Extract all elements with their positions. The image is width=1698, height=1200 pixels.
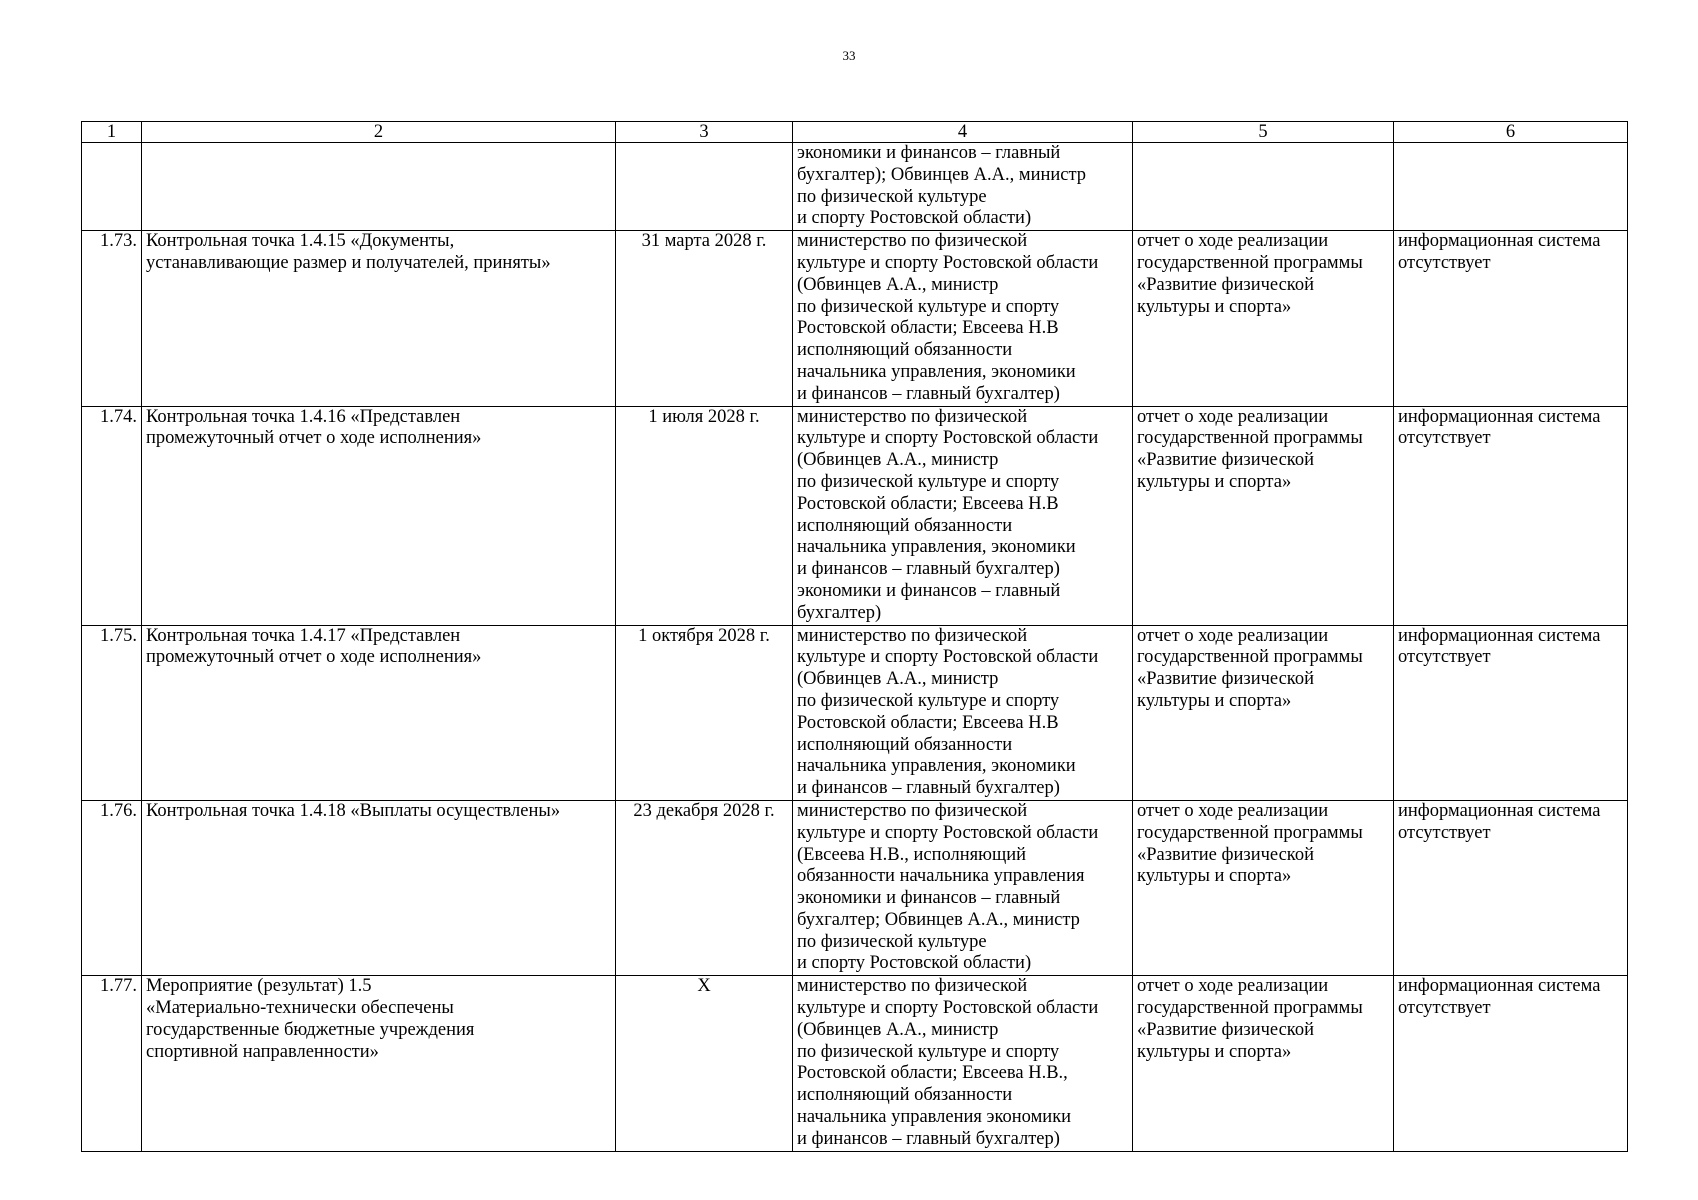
table-row [82,231,1628,406]
column-header: 3 [616,122,793,143]
row-number-cell: 1.75. [82,625,142,800]
responsible-cell: министерство по физической культуре и спорту Ростовской области (Обвинцев А.А., министр по физической культуре и спорту Ростовской области; Евсеева Н.В исполняющий обязанности начальника управления, экономики и финансов – главный бухгалтер) [793,625,1133,800]
title-cell: Мероприятие (результат) 1.5 «Материально-технически обеспечены государственные бюджетные учреждения спортивной направленности» [142,976,616,1151]
system-cell: информационная система отсутствует [1394,231,1628,406]
title-cell: Контрольная точка 1.4.16 «Представлен промежуточный отчет о ходе исполнения» [142,406,616,625]
date-cell: 31 марта 2028 г. [616,231,793,406]
title-cell [142,143,616,231]
row-number-cell [82,143,142,231]
page-number: 33 [842,48,856,63]
column-number-row [82,122,1628,143]
column-header: 6 [1394,122,1628,143]
row-number-cell: 1.73. [82,231,142,406]
document-cell: отчет о ходе реализации государственной программы «Развитие физической культуры и спорта» [1133,231,1394,406]
system-cell: информационная система отсутствует [1394,406,1628,625]
date-cell: 1 июля 2028 г. [616,406,793,625]
document-cell [1133,143,1394,231]
table-row [82,406,1628,625]
title-cell: Контрольная точка 1.4.15 «Документы, устанавливающие размер и получателей, приняты» [142,231,616,406]
system-cell [1394,143,1628,231]
date-cell: 23 декабря 2028 г. [616,800,793,975]
title-cell: Контрольная точка 1.4.18 «Выплаты осуществлены» [142,800,616,975]
document-cell: отчет о ходе реализации государственной программы «Развитие физической культуры и спорта» [1133,406,1394,625]
row-number-cell: 1.76. [82,800,142,975]
responsible-cell: министерство по физической культуре и спорту Ростовской области (Обвинцев А.А., министр по физической культуре и спорту Ростовской области; Евсеева Н.В исполняющий обязанности начальника управления, экономики и финансов – главный бухгалтер) экономики и финансов – главный бухгалтер) [793,406,1133,625]
responsible-cell: министерство по физической культуре и спорту Ростовской области (Обвинцев А.А., министр по физической культуре и спорту Ростовской области; Евсеева Н.В., исполняющий обязанности начальника управления экономики и финансов – главный бухгалтер) [793,976,1133,1151]
column-header: 4 [793,122,1133,143]
control-points-table [81,121,1628,1152]
column-header: 5 [1133,122,1394,143]
document-cell: отчет о ходе реализации государственной программы «Развитие физической культуры и спорта» [1133,800,1394,975]
responsible-cell: министерство по физической культуре и спорту Ростовской области (Обвинцев А.А., министр по физической культуре и спорту Ростовской области; Евсеева Н.В исполняющий обязанности начальника управления, экономики и финансов – главный бухгалтер) [793,231,1133,406]
title-cell: Контрольная точка 1.4.17 «Представлен промежуточный отчет о ходе исполнения» [142,625,616,800]
system-cell: информационная система отсутствует [1394,800,1628,975]
table-row [82,976,1628,1151]
column-header: 2 [142,122,616,143]
date-cell [616,143,793,231]
date-cell: 1 октября 2028 г. [616,625,793,800]
column-header: 1 [82,122,142,143]
row-number-cell: 1.74. [82,406,142,625]
document-cell: отчет о ходе реализации государственной программы «Развитие физической культуры и спорта» [1133,625,1394,800]
responsible-cell: экономики и финансов – главный бухгалтер); Обвинцев А.А., министр по физической культуре и спорту Ростовской области) [793,143,1133,231]
table-row [82,625,1628,800]
table-row [82,800,1628,975]
system-cell: информационная система отсутствует [1394,625,1628,800]
system-cell: информационная система отсутствует [1394,976,1628,1151]
document-cell: отчет о ходе реализации государственной программы «Развитие физической культуры и спорта» [1133,976,1394,1151]
responsible-cell: министерство по физической культуре и спорту Ростовской области (Евсеева Н.В., исполняющий обязанности начальника управления экономики и финансов – главный бухгалтер; Обвинцев А.А., министр по физической культуре и спорту Ростовской области) [793,800,1133,975]
date-cell: Х [616,976,793,1151]
row-number-cell: 1.77. [82,976,142,1151]
carry-over-row [82,143,1628,231]
